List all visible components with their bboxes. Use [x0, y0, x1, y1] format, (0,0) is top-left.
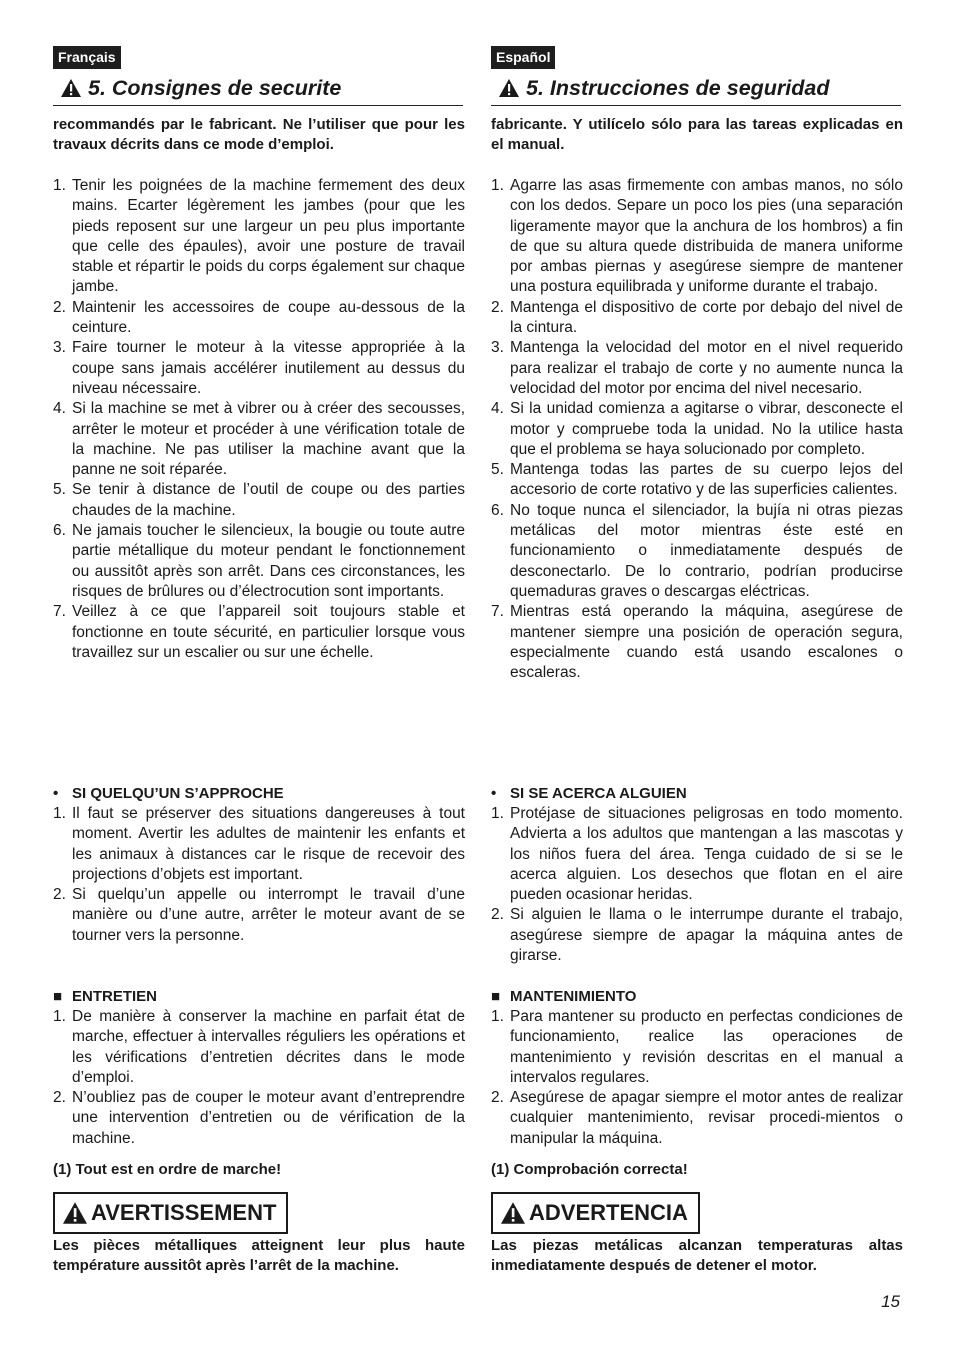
- list-item: 6. No toque nunca el silenciador, la bujía ni otras piezas metálicas del motor mientras éste esté en funcionamiento o inmediatamente después de desconectarlo. De lo contrario, podrían producirse quemaduras graves o descargas eléctricas.: [491, 501, 903, 600]
- square-bullet-icon: ■: [491, 988, 501, 1005]
- list-item: 5. Mantenga todas las partes de su cuerpo lejos del accesorio de corte rotativo y de las superficies calientes.: [491, 461, 903, 499]
- list-item: 2. Maintenir les accessoires de coupe au-dessous de la ceinture.: [53, 298, 465, 337]
- list-item: 1. De manière à conserver la machine en parfait état de marche, effectuer à intervalles réguliers les opérations et les vérifications d’entretien décrites dans le mode d’emploi.: [53, 1008, 465, 1086]
- warning-label: AVERTISSEMENT: [91, 1200, 277, 1225]
- intro-text: fabricante. Y utilícelo sólo para las tareas explicadas en el manual.: [491, 116, 903, 153]
- list-item: 7. Mientras está operando la máquina, asegúrese de mantener siempre una posición de operación segura, especialmente cuando está usando escalones o escaleras.: [491, 603, 903, 682]
- status-line: (1) Comprobación correcta!: [491, 1161, 688, 1178]
- warning-box-wrapper: [53, 1192, 465, 1234]
- intro-text: recommandés par le fabricant. Ne l’utiliser que pour les travaux décrits dans ce mode d’emploi.: [53, 116, 465, 153]
- approach-heading: • SI SE ACERCA ALGUIEN: [491, 785, 687, 802]
- warning-triangle-icon: [501, 1202, 525, 1224]
- maintenance-list: [53, 1007, 465, 1149]
- column-french: [53, 46, 465, 1274]
- approach-section: [491, 784, 903, 966]
- warning-box: [53, 1192, 288, 1234]
- section-title: [53, 74, 463, 106]
- maintenance-list: [491, 1007, 903, 1149]
- list-item: 4. Si la machine se met à vibrer ou à créer des secousses, arrêter le moteur et procéder à une vérification totale de la machine. Ne pas utiliser la machine avant que la panne ne soit réparée.: [53, 400, 465, 479]
- list-item: 1. Agarre las asas firmemente con ambas manos, no sólo con los dedos. Separe un poco los pies (una separación ligeramente mayor que la anchura de los hombros) a fin de que su altura quede distribuida de manera uniforme por ambas piernas y asegúrese siempre de mantener una postura equilibrada y uniforme durante el trabajo.: [491, 177, 903, 296]
- maintenance-section: [53, 987, 465, 1149]
- list-item: 3. Faire tourner le moteur à la vitesse appropriée à la coupe sans jamais accélérer inutilement au dessus du niveau nécessaire.: [53, 339, 465, 397]
- language-tag: Español: [491, 46, 555, 69]
- maintenance-section: [491, 987, 903, 1149]
- list-item: 1. Il faut se préserver des situations dangereuses à tout moment. Avertir les adultes de maintenir les enfants et les animaux à distances car le risque de recevoir des projections d’objets est important.: [53, 805, 465, 883]
- list-item: 3. Mantenga la velocidad del motor en el nivel requerido para realizar el trabajo de corte y no aumente nunca la velocidad del motor por encima del nivel necesario.: [491, 339, 903, 397]
- maintenance-heading: ■ ENTRETIEN: [53, 988, 158, 1005]
- list-item: 4. Si la unidad comienza a agitarse o vibrar, desconecte el motor y compruebe toda la unidad. No la utilice hasta que el problema se haya solucionado por completo.: [491, 400, 903, 458]
- column-spanish: [491, 46, 903, 1274]
- approach-list: [53, 804, 465, 946]
- approach-section: [53, 784, 465, 946]
- safety-list: [491, 176, 903, 683]
- approach-list: [491, 804, 903, 966]
- maintenance-heading: ■ MANTENIMIENTO: [491, 988, 637, 1005]
- warning-triangle-icon: [61, 79, 81, 97]
- warning-label: ADVERTENCIA: [529, 1200, 688, 1225]
- list-item: 1. Protéjase de situaciones peligrosas en todo momento. Advierta a los adultos que mantengan a las mascotas y los niños fuera del área. Tenga cuidado de si se le acerca alguien. Los desechos que flotan en el aire pueden ocasionar heridas.: [491, 805, 903, 904]
- list-item: 2. Si quelqu’un appelle ou interrompt le travail d’une manière ou d’une autre, arrêter le moteur avant de se tourner vers la personne.: [53, 886, 465, 944]
- list-item: 2. N’oubliez pas de couper le moteur avant d’entreprendre une intervention d’entretien ou de vérification de la machine.: [53, 1089, 465, 1147]
- warning-text: Las piezas metálicas alcanzan temperaturas altas inmediatamente después de detener el motor.: [491, 1237, 903, 1274]
- language-tag: Français: [53, 46, 121, 69]
- status-line: (1) Tout est en ordre de marche!: [53, 1161, 282, 1178]
- list-item: 6. Ne jamais toucher le silencieux, la bougie ou toute autre partie métallique du moteur pendant le fonctionnement ou aussitôt après son arrêt. Dans ces circonstances, les risques de brûlures ou d’électrocution sont importants.: [53, 522, 465, 600]
- approach-heading: • SI QUELQU’UN S’APPROCHE: [53, 785, 284, 802]
- section-title: [491, 74, 901, 106]
- list-item: 2. Asegúrese de apagar siempre el motor antes de realizar cualquier mantenimiento, revisar procedi-mientos o manipular la máquina.: [491, 1089, 903, 1147]
- page-number: 15: [881, 1292, 900, 1311]
- warning-box-wrapper: [491, 1192, 903, 1234]
- list-item: 1. Para mantener su producto en perfectas condiciones de funcionamiento, realice las operaciones de mantenimiento y revisión descritas en el manual a intervalos regulares.: [491, 1008, 903, 1086]
- warning-triangle-icon: [499, 79, 519, 97]
- warning-box: [491, 1192, 700, 1234]
- safety-list: [53, 176, 465, 663]
- list-item: 7. Veillez à ce que l’appareil soit toujours stable et fonctionne en toute sécurité, en particulier lorsque vous travaillez sur un escalier ou sur une échelle.: [53, 603, 465, 661]
- warning-text: Les pièces métalliques atteignent leur plus haute température aussitôt après l’arrêt de la machine.: [53, 1237, 465, 1274]
- list-item: 2. Mantenga el dispositivo de corte por debajo del nivel de la cintura.: [491, 298, 903, 337]
- list-item: 1. Tenir les poignées de la machine fermement des deux mains. Ecarter légèrement les jambes (pour que les pieds reposent sur une largeur un peu plus importante que celle des épaules), avoir une posture de travail stable et répartir le poids du corps également sur chaque jambe.: [53, 177, 465, 296]
- list-item: 5. Se tenir à distance de l’outil de coupe ou des parties chaudes de la machine.: [53, 481, 465, 519]
- square-bullet-icon: ■: [53, 988, 63, 1005]
- section-title-text: 5. Consignes de securite: [88, 76, 342, 100]
- section-title-text: 5. Instrucciones de seguridad: [526, 76, 830, 100]
- list-item: 2. Si alguien le llama o le interrumpe durante el trabajo, asegúrese siempre de apagar la máquina antes de girarse.: [491, 906, 903, 965]
- warning-triangle-icon: [63, 1202, 87, 1224]
